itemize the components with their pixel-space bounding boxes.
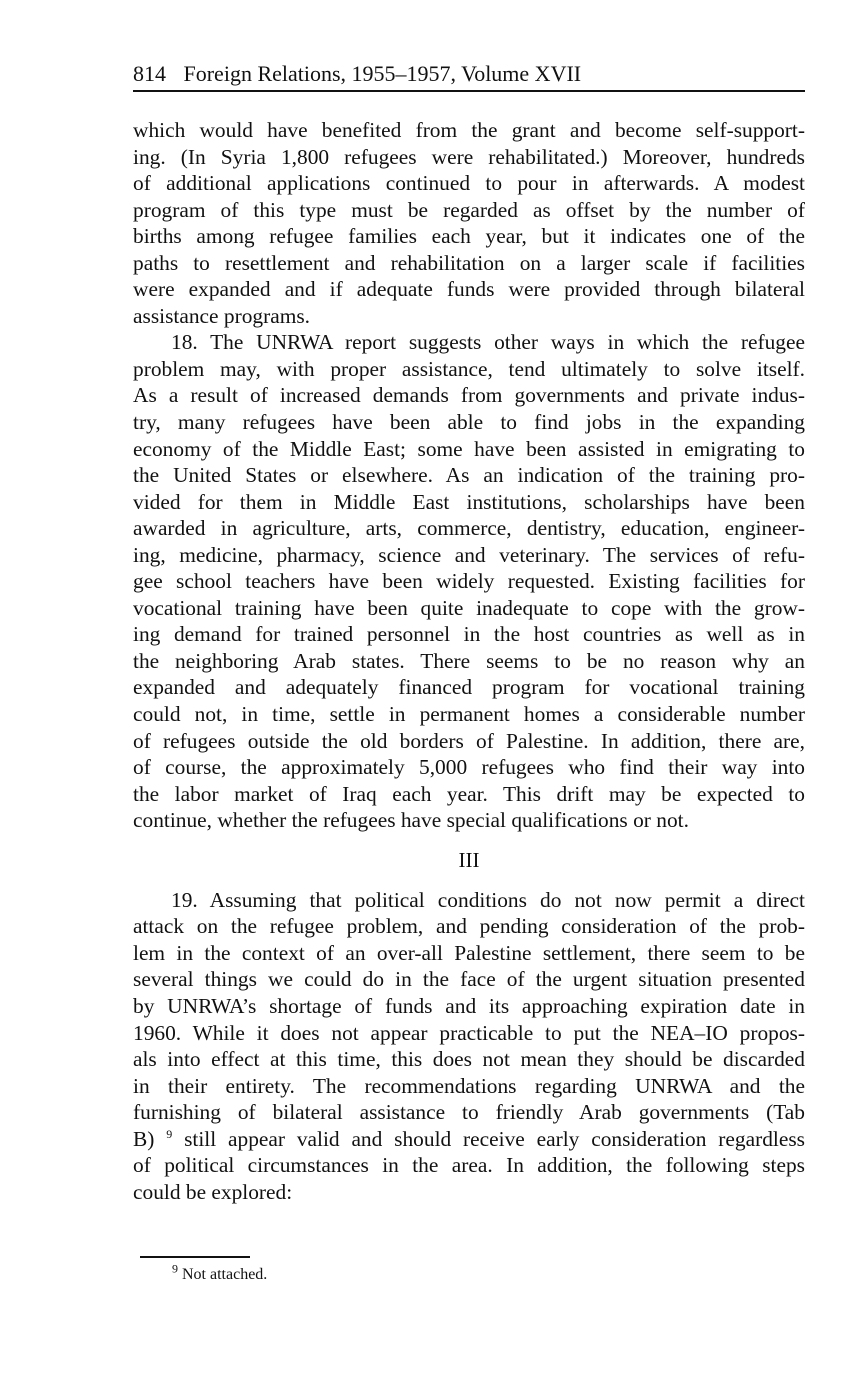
text-line: lem in the context of an over-all Palestine settlement, there seem to be [133, 940, 805, 965]
text-line: attack on the refugee problem, and pending consideration of the prob- [133, 914, 805, 939]
text-line: 18. The UNRWA report suggests other ways in which the refugee [171, 330, 805, 355]
text-line: the United States or elsewhere. As an indication of the training pro- [133, 463, 805, 488]
text-line: vided for them in Middle East institutions, scholarships have been [133, 489, 805, 514]
text-line: several things we could do in the face of the urgent situation presented [133, 967, 805, 992]
paragraph-17-continued [133, 117, 805, 329]
text-line-with-footnote [133, 1126, 805, 1153]
text-line: ing demand for trained personnel in the host countries as well as in [133, 622, 805, 647]
footnote-rule [140, 1256, 250, 1258]
text-fragment: B) [133, 1126, 155, 1151]
text-line: 19. Assuming that political conditions do not now permit a direct [171, 887, 805, 912]
text-line: furnishing of bilateral assistance to friendly Arab governments (Tab [133, 1100, 805, 1125]
text-fragment: still appear valid and should receive early consideration regardless [172, 1126, 805, 1151]
running-header [133, 58, 805, 92]
section-heading: III [458, 847, 480, 872]
text-line: continue, whether the refugees have special qualifications or not. [133, 808, 689, 833]
text-line: could not, in time, settle in permanent homes a considerable number [133, 702, 805, 727]
footnote-text: Not attached. [182, 1266, 268, 1283]
text-line: assistance programs. [133, 303, 311, 328]
text-line: ing, medicine, pharmacy, science and veterinary. The services of refu- [133, 542, 805, 567]
text-line: paths to resettlement and rehabilitation on a larger scale if facilities [133, 250, 805, 275]
paragraph-19 [133, 887, 805, 1206]
text-line: vocational training have been quite inadequate to cope with the grow- [133, 595, 805, 620]
text-line: As a result of increased demands from governments and private indus- [133, 383, 805, 408]
footnote-marker: 9 [172, 1261, 178, 1276]
text-line: births among refugee families each year, but it indicates one of the [133, 224, 805, 249]
text-line: of course, the approximately 5,000 refugees who find their way into [133, 755, 805, 780]
text-line: expanded and adequately financed program for vocational training [133, 675, 805, 700]
running-title: Foreign Relations, 1955–1957, Volume XVII [183, 61, 582, 86]
text-line: which would have benefited from the grant and become self-support- [133, 118, 805, 142]
text-line: the neighboring Arab states. There seems to be no reason why an [133, 648, 805, 673]
paragraph-18 [133, 329, 805, 833]
page-number: 814 [133, 61, 166, 86]
text-line: problem may, with proper assistance, tend ultimately to solve itself. [133, 356, 805, 381]
text-line: could be explored: [133, 1179, 293, 1204]
text-line: program of this type must be regarded as offset by the number of [133, 197, 805, 222]
text-line: als into effect at this time, this does not mean they should be discarded [133, 1047, 805, 1072]
text-line: of additional applications continued to pour in afterwards. A modest [133, 171, 805, 196]
body-text [133, 117, 805, 1205]
footnote [172, 1261, 268, 1286]
text-line: were expanded and if adequate funds were provided through bilateral [133, 277, 805, 302]
text-line: gee school teachers have been widely requested. Existing facilities for [133, 569, 805, 594]
text-line: by UNRWA’s shortage of funds and its approaching expiration date in [133, 993, 805, 1018]
text-line: awarded in agriculture, arts, commerce, dentistry, education, engineer- [133, 516, 805, 541]
text-line: 1960. While it does not appear practicable to put the NEA–IO propos- [133, 1020, 805, 1045]
text-line: of refugees outside the old borders of Palestine. In addition, there are, [133, 728, 805, 753]
text-line: the labor market of Iraq each year. This drift may be expected to [133, 781, 805, 806]
text-line: in their entirety. The recommendations regarding UNRWA and the [133, 1073, 805, 1098]
text-line: try, many refugees have been able to find jobs in the expanding [133, 410, 805, 435]
footnote-reference[interactable]: 9 [166, 1126, 173, 1141]
text-line: ing. (In Syria 1,800 refugees were rehabilitated.) Moreover, hundreds [133, 144, 805, 169]
text-line: of political circumstances in the area. In addition, the following steps [133, 1153, 805, 1178]
text-line: economy of the Middle East; some have been assisted in emigrating to [133, 436, 805, 461]
